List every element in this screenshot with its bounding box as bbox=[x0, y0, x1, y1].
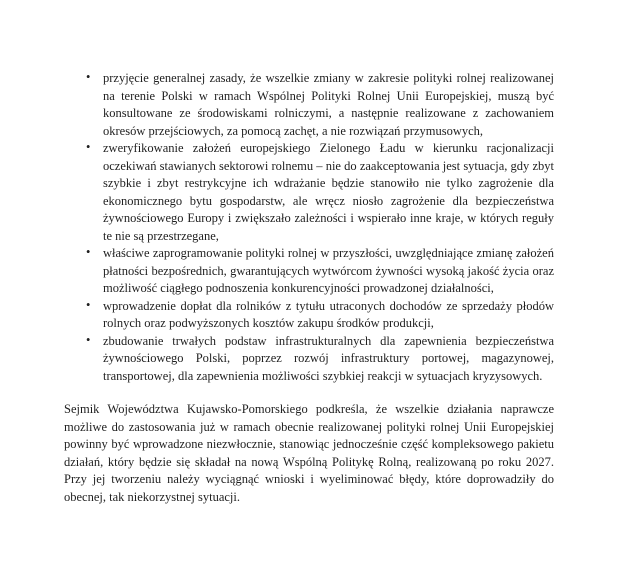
bullet-item bbox=[64, 70, 554, 140]
closing-paragraph: Sejmik Województwa Kujawsko-Pomorskiego podkreśla, że wszelkie działania naprawcze możliwe do zastosowania już w ramach obecnie realizowanej polityki rolnej Unii Europejskiej powinny być wprowadzone niezwłocznie, stanowiąc jednocześnie część kompleksowego pakietu działań, który będzie się składał na nową Wspólną Politykę Rolną, realizowaną po roku 2027. Przy jej tworzeniu należy wyciągnąć wnioski i wyeliminować błędy, które doprowadziły do obecnej, tak niekorzystnej sytuacji. bbox=[64, 402, 554, 504]
bullet-list bbox=[64, 70, 554, 385]
bullet-icon: • bbox=[86, 70, 91, 84]
bullet-icon: • bbox=[86, 140, 91, 154]
bullet-text: właściwe zaprogramowanie polityki rolnej w przyszłości, uwzględniające zmianę założeń płatności bezpośrednich, gwarantujących wytwórcom żywności wysoką jakość życia oraz możliwość ciągłego podnoszenia konkurencyjności prowadzonej działalności, bbox=[103, 246, 554, 295]
bullet-item bbox=[64, 298, 554, 333]
bullet-icon: • bbox=[86, 297, 91, 312]
bullet-text: zweryfikowanie założeń europejskiego Zielonego Ładu w kierunku racjonalizacji oczekiwań stawianych sektorowi rolnemu – nie do zaakceptowania jest sytuacja, gdy zbyt szybkie i zbyt restrykcyjne ich wdrażanie będzie stanowiło nie tylko zagrożenie dla ekonomicznego bytu gospodarstw, ale wręcz niosło zagrożenie dla bezpieczeństwa żywnościowego Europy i zwiększało zależności i wspierało inne kraje, w których reguły te nie są przestrzegane, bbox=[103, 141, 554, 243]
bullet-item bbox=[64, 245, 554, 298]
bullet-icon: • bbox=[86, 332, 91, 347]
bullet-text: wprowadzenie dopłat dla rolników z tytułu utraconych dochodów ze sprzedaży płodów rolnych oraz podwyższonych kosztów zakupu środków produkcji, bbox=[103, 298, 554, 330]
bullet-text: przyjęcie generalnej zasady, że wszelkie zmiany w zakresie polityki rolnej realizowanej na terenie Polski w ramach Wspólnej Polityki Rolnej Unii Europejskiej, muszą być konsultowane ze środowiskami rolniczymi, a następnie realizowane z zachowaniem okresów przejściowych, za pomocą zachęt, a nie rozwiązań przymusowych, bbox=[103, 71, 554, 138]
bullet-item bbox=[64, 333, 554, 386]
bullet-text: zbudowanie trwałych podstaw infrastrukturalnych dla zapewnienia bezpieczeństwa żywnościowego Polski, poprzez rozwój infrastruktury portowej, magazynowej, transportowej, dla zapewnienia możliwości szybkiej reakcji w sytuacjach kryzysowych. bbox=[103, 333, 554, 383]
bullet-item bbox=[64, 140, 554, 245]
document-content bbox=[64, 70, 554, 506]
bullet-icon: • bbox=[86, 245, 91, 259]
